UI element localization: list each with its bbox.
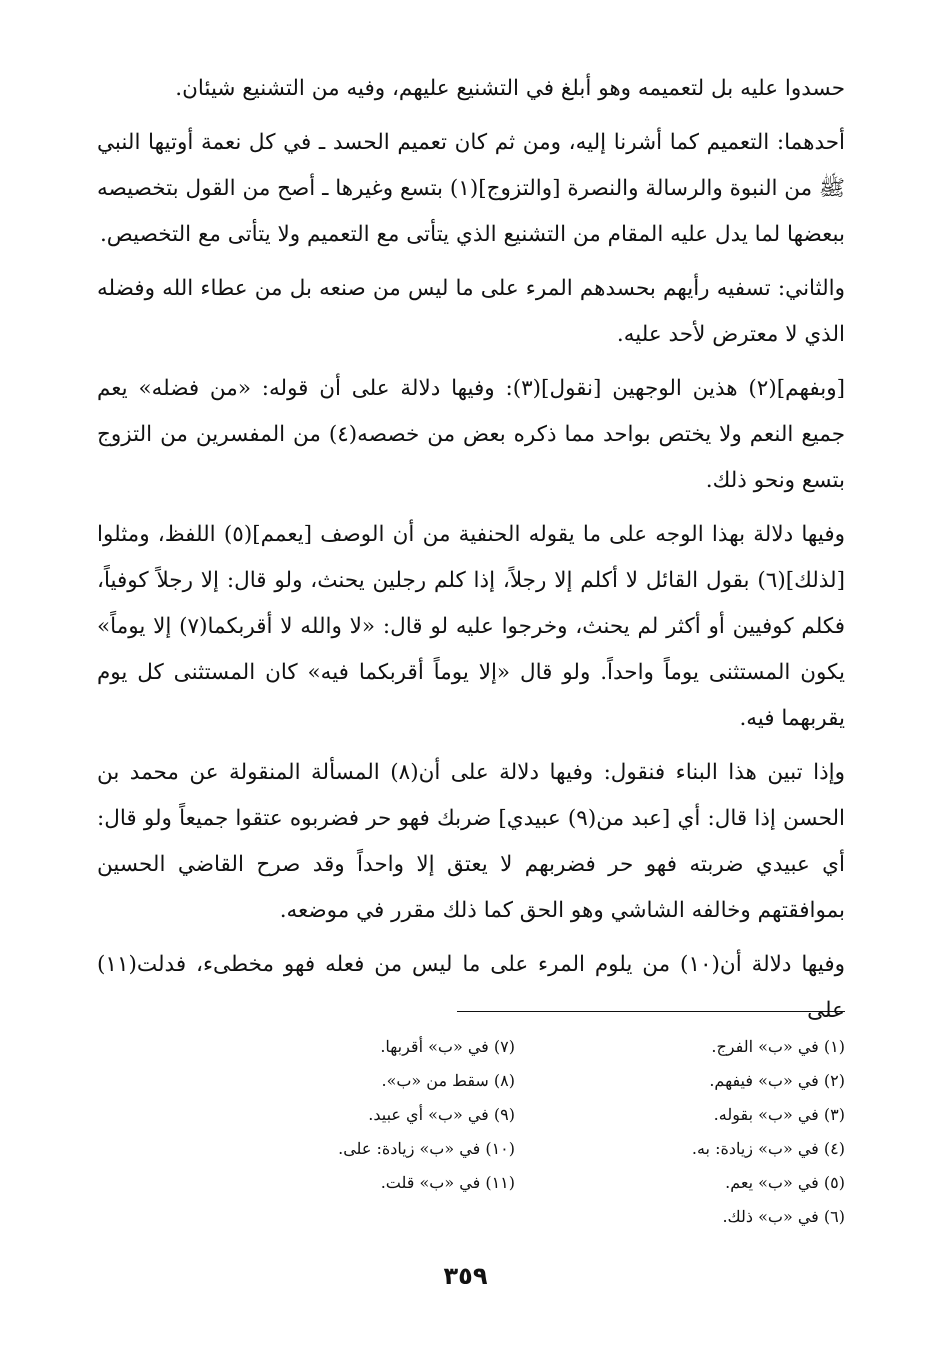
footnotes-column-left <box>285 1030 515 1234</box>
footnote: (٣) في «ب» بقوله. <box>713 1105 845 1124</box>
footnote: (٦) في «ب» ذلك. <box>722 1207 845 1226</box>
paragraph: حسدوا عليه بل لتعميمه وهو أبلغ في التشنيع عليهم، وفيه من التشنيع شيئان. <box>175 76 845 101</box>
footnote-separator <box>457 1011 845 1012</box>
paragraph: أحدهما: التعميم كما أشرنا إليه، ومن ثم كان تعميم الحسد ـ في كل نعمة أوتيها النبي ﷺ من النبوة والرسالة والنصرة [والتزوج](١) بتسع وغيرها ـ أصح من القول بتخصيصه ببعضها لما يدل عليه المقام من التشنيع الذي يتأتى مع التعميم ولا يتأتى مع التخصيص. <box>97 130 845 247</box>
footnotes <box>285 1030 845 1234</box>
footnote: (٨) سقط من «ب». <box>381 1071 515 1090</box>
paragraph: وفيها دلالة أن(١٠) من يلوم المرء على ما ليس من فعله فهو مخطىء، فدلت(١١) على <box>97 952 845 1023</box>
paragraph: والثاني: تسفيه رأيهم بحسدهم المرء على ما ليس من صنعه بل من عطاء الله وفضله الذي لا معترض لأحد عليه. <box>97 276 845 347</box>
footnote: (١١) في «ب» قلت. <box>380 1173 515 1192</box>
paragraph: [وبفهم](٢) هذين الوجهين [نقول](٣): وفيها دلالة على أن قوله: «من فضله» يعم جميع النعم ولا يختص بواحد مما ذكره بعض من خصصه(٤) من المفسرين من التزوج بتسع ونحو ذلك. <box>97 376 845 493</box>
footnote: (٩) في «ب» أي عبيد. <box>368 1105 515 1124</box>
paragraph: وإذا تبين هذا البناء فنقول: وفيها دلالة على أن(٨) المسألة المنقولة عن محمد بن الحسن إذا قال: أي [عبد من(٩) عبيدي] ضربك فهو حر فضربوه عتقوا جميعاً ولو قال: أي عبيدي ضربته فهو حر فضربهم لا يعتق إلا واحداً وقد صرح القاضي الحسين بموافقتهم وخالفه الشاشي وهو الحق كما ذلك مقرر في موضعه. <box>97 760 846 923</box>
main-text <box>97 66 845 1034</box>
footnote: (١) في «ب» الفرج. <box>711 1037 845 1056</box>
footnote: (٧) في «ب» أقربها. <box>380 1037 515 1056</box>
page-number: ٣٥٩ <box>443 1262 488 1290</box>
footnotes-column-right <box>615 1030 845 1234</box>
paragraph: وفيها دلالة بهذا الوجه على ما يقوله الحنفية من أن الوصف [يعمم](٥) اللفظ، ومثلوا [لذلك](٦) بقول القائل لا أكلم إلا رجلاً، إذا كلم رجلين يحنث، ولو قال: إلا رجلاً كوفياً، فكلم كوفيين أو أكثر لم يحنث، وخرجوا عليه لو قال: «لا والله لا أقربكما(٧) إلا يوماً» يكون المستثنى يوماً واحداً. ولو قال «إلا يوماً أقربكما فيه» كان المستثنى كل يوم يقربهما فيه. <box>97 522 845 731</box>
footnote: (٤) في «ب» زيادة: به. <box>691 1139 845 1158</box>
footnote: (٥) في «ب» يعم. <box>725 1173 845 1192</box>
footnote: (١٠) في «ب» زيادة: على. <box>338 1139 515 1158</box>
footnote: (٢) في «ب» فيفهم. <box>709 1071 845 1090</box>
